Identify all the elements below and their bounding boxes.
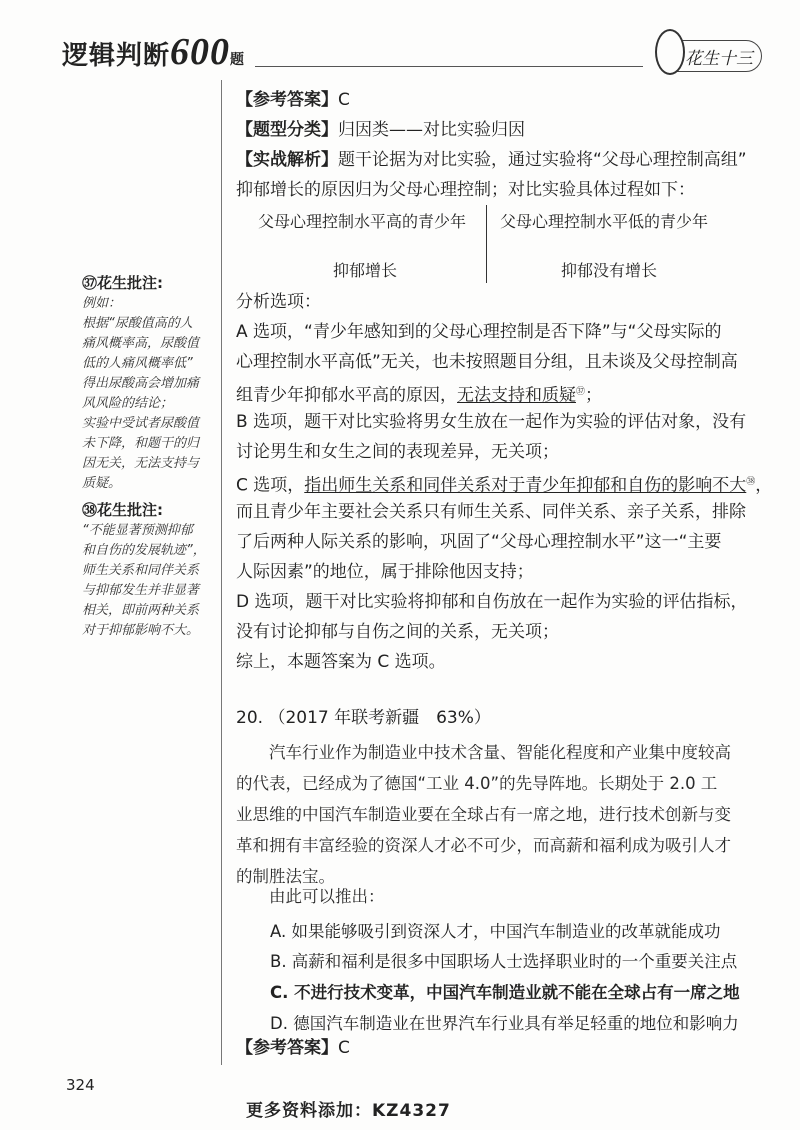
book-title <box>62 30 245 74</box>
note-line: 质疑。 <box>82 476 122 491</box>
note-line: 对于抑郁影响不大。 <box>82 623 200 638</box>
option-c-end: ， <box>755 475 773 496</box>
answer-label: 【参考答案】 <box>236 90 338 110</box>
table-left-bottom: 抑郁增长 <box>333 261 398 280</box>
footer-note: 更多资料添加：KZ4327 <box>246 1101 451 1121</box>
option-b-line-2: 讨论男生和女生之间的表现差异，无关项； <box>236 442 559 462</box>
answer-label: 【参考答案】 <box>236 1038 338 1058</box>
note-ref-38: ㊳ <box>746 477 756 487</box>
question-stem-line: 汽车行业作为制造业中技术含量、智能化程度和产业集中度较高 <box>236 743 731 762</box>
title-text: 逻辑判断 <box>62 41 171 71</box>
answer-value: C <box>338 1038 350 1058</box>
note-line: 痛风概率高，尿酸值 <box>82 336 200 351</box>
title-suffix: 题 <box>230 52 246 68</box>
option-c-line-4: 人际因素”的地位，属于排除他因支持； <box>236 562 534 582</box>
note-line: 与抑郁发生并非显著 <box>82 583 200 598</box>
option-c-line-3: 了后两种人际关系的影响，巩固了“父母心理控制水平”这一“主要 <box>236 532 722 552</box>
option-a-underlined: 无法支持和质疑 <box>457 385 576 406</box>
answer-value: C <box>338 90 350 110</box>
question-stem-line: 业思维的中国汽车制造业要在全球占有一席之地，进行技术创新与变 <box>236 805 731 824</box>
question-option-b: B. 高薪和福利是很多中国职场人士选择职业时的一个重要关注点 <box>270 952 738 971</box>
note-line: 未下降，和题干的归 <box>82 436 200 451</box>
note-line: 风风险的结论； <box>82 396 174 411</box>
question-prompt: 由此可以推出： <box>236 887 385 906</box>
question-stem-line: 革和拥有丰富经验的资深人才必不可少，而高薪和福利成为吸引人才 <box>236 836 731 855</box>
header-rule <box>255 66 643 67</box>
badge-text: 花生十三 <box>685 49 753 69</box>
table-divider <box>486 205 487 283</box>
note-ref-37: ㊲ <box>576 387 586 397</box>
options-intro: 分析选项： <box>236 292 321 312</box>
option-b-line-1: B 选项，题干对比实验将男女生放在一起作为实验的评估对象，没有 <box>236 412 747 432</box>
option-a-end: ； <box>585 385 603 406</box>
analysis-text: 题干论据为对比实验，通过实验将“父母心理控制高组” <box>338 150 747 170</box>
badge-logo-icon <box>655 29 685 75</box>
table-right-bottom: 抑郁没有增长 <box>561 261 658 280</box>
margin-divider <box>221 80 222 1065</box>
analysis-label: 【实战解析】 <box>236 150 338 170</box>
option-c-line-2: 而且青少年主要社会关系只有师生关系、同伴关系、亲子关系，排除 <box>236 502 746 522</box>
option-c-underlined: 指出师生关系和同伴关系对于青少年抑郁和自伤的影响不大 <box>304 475 747 496</box>
table-right-top: 父母心理控制水平低的青少年 <box>500 212 709 231</box>
title-number: 600 <box>170 31 231 73</box>
page-number: 324 <box>66 1076 95 1094</box>
question-option-a: A. 如果能够吸引到资深人才，中国汽车制造业的改革就能成功 <box>270 922 721 941</box>
note-line: 师生关系和同伴关系 <box>82 563 200 578</box>
note-line: 得出尿酸高会增加痛 <box>82 376 200 391</box>
category-line <box>236 116 525 145</box>
note-line: 根据“尿酸值高的人 <box>82 316 193 331</box>
answer-line-1 <box>236 86 350 115</box>
note-line: 和自伤的发展轨迹”， <box>82 543 206 558</box>
option-c-line-1 <box>236 468 772 501</box>
note-37-body <box>82 294 218 494</box>
question-option-d: D. 德国汽车制造业在世界汽车行业具有举足轻重的地位和影响力 <box>270 1014 739 1033</box>
question-option-c: C. 不进行技术变革，中国汽车制造业就不能在全球占有一席之地 <box>270 983 740 1002</box>
analysis-line-2: 抑郁增长的原因归为父母心理控制；对比实验具体过程如下： <box>236 180 695 200</box>
author-badge <box>660 40 762 72</box>
option-a-line-2: 心理控制水平高低”无关，也未按照题目分组，且未谈及父母控制高 <box>236 352 738 372</box>
category-label: 【题型分类】 <box>236 120 338 140</box>
answer-line-2 <box>236 1034 350 1063</box>
question-stem-line: 的代表，已经成为了德国“工业 4.0”的先导阵地。长期处于 2.0 工 <box>236 774 718 793</box>
analysis-line-1 <box>236 146 747 175</box>
option-a-line-1: A 选项，“青少年感知到的父母心理控制是否下降”与“父母实际的 <box>236 322 722 342</box>
option-d-line-2: 没有讨论抑郁与自伤之间的关系，无关项； <box>236 622 559 642</box>
note-38-body <box>82 521 218 641</box>
option-a-line-3 <box>236 378 602 411</box>
note-line: 实验中受试者尿酸值 <box>82 416 200 431</box>
note-38-heading: ㊳花生批注: <box>82 501 163 519</box>
note-line: 因无关，无法支持与 <box>82 456 200 471</box>
conclusion: 综上，本题答案为 C 选项。 <box>236 652 446 672</box>
option-a-text: 组青少年抑郁水平高的原因， <box>236 385 457 406</box>
question-20-header: 20. （2017 年联考新疆 63%） <box>236 708 491 728</box>
option-c-text: C 选项， <box>236 475 305 496</box>
note-line: “不能显著预测抑郁 <box>82 523 193 538</box>
note-line: 低的人痛风概率低” <box>82 356 193 371</box>
note-line: 相关，即前两种关系 <box>82 603 200 618</box>
note-37-heading: ㊲花生批注: <box>82 274 163 292</box>
note-line: 例如： <box>82 296 122 311</box>
option-d-line-1: D 选项，题干对比实验将抑郁和自伤放在一起作为实验的评估指标， <box>236 592 748 612</box>
category-value: 归因类——对比实验归因 <box>338 120 525 140</box>
question-stem-line: 的制胜法宝。 <box>236 867 335 886</box>
table-left-top: 父母心理控制水平高的青少年 <box>258 212 467 231</box>
